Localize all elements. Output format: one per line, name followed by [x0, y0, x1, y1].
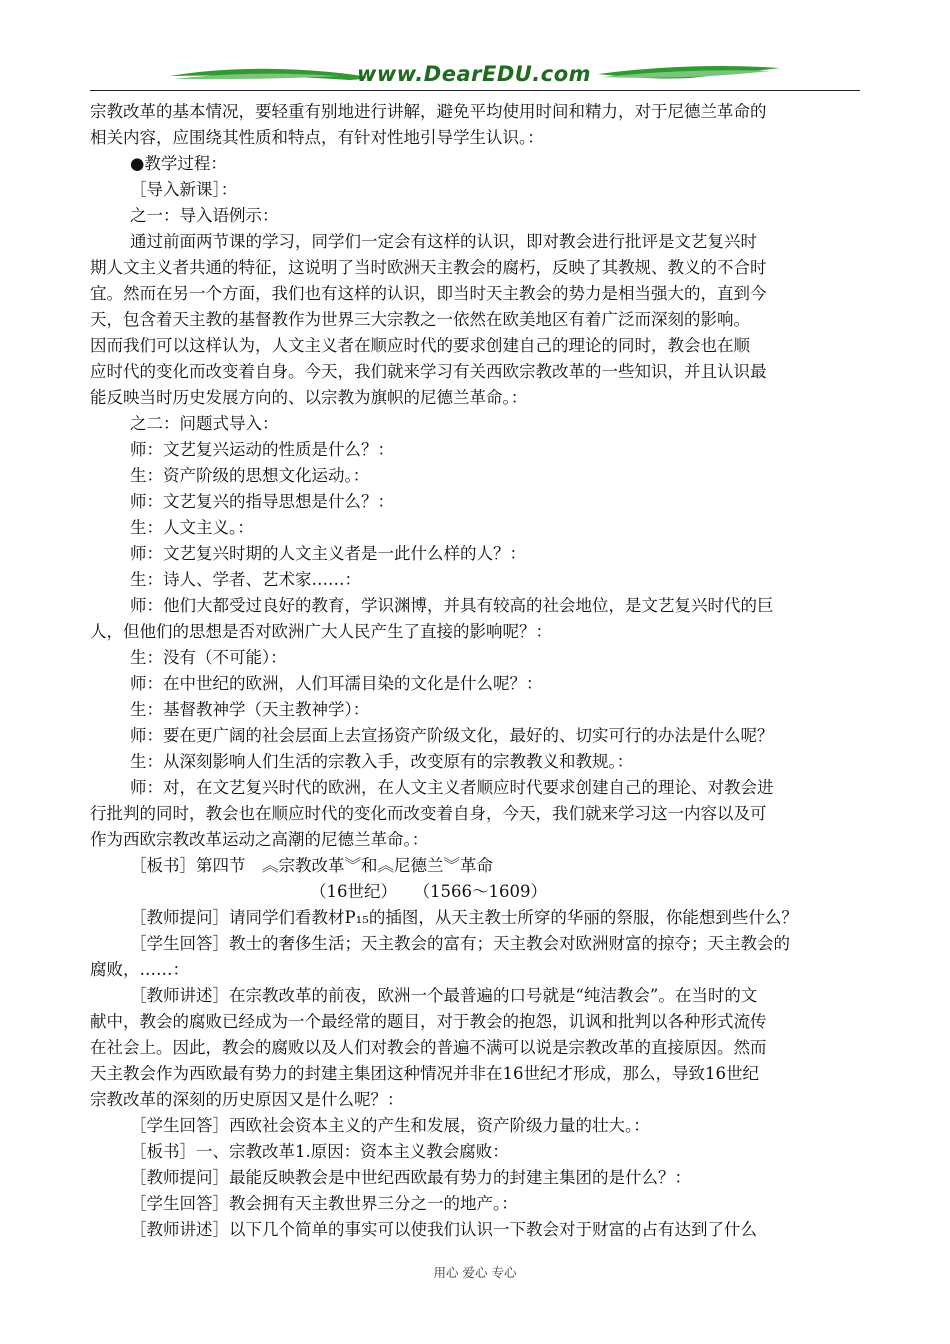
- text-line: ［板书］第四节 ︽宗教改革︾和︽尼德兰︾革命: [130, 856, 493, 875]
- text-line: ［学生回答］西欧社会资本主义的产生和发展，资产阶级力量的壮大。：: [130, 1116, 650, 1135]
- text-line: 人，但他们的思想是否对欧洲广大人民产生了直接的影响呢？：: [90, 622, 552, 641]
- text-line: 师：他们大都受过良好的教育，学识渊博，并具有较高的社会地位，是文艺复兴时代的巨: [130, 596, 774, 615]
- text-line: ［教师讲述］在宗教改革的前夜，欧洲一个最普遍的口号就是“纯洁教会”。在当时的文: [130, 986, 758, 1005]
- text-line: 通过前面两节课的学习，同学们一定会有这样的认识，即对教会进行批评是文艺复兴时: [130, 232, 757, 251]
- text-line: 天，包含着天主教的基督教作为世界三大宗教之一依然在欧美地区有着广泛而深刻的影响。: [90, 310, 750, 329]
- text-line: 作为西欧宗教改革运动之高潮的尼德兰革命。：: [90, 830, 429, 849]
- text-line: 宗教改革的深刻的历史原因又是什么呢？：: [90, 1090, 404, 1109]
- text-line: ［教师提问］请同学们看教材P₁₅的插图，从天主教士所穿的华丽的祭服，你能想到些什么？: [130, 908, 798, 927]
- text-line: 师：文艺复兴的指导思想是什么？：: [130, 492, 394, 511]
- text-line: 生：人文主义。：: [130, 518, 254, 537]
- text-line: 师：对，在文艺复兴时代的欧洲，在人文主义者顺应时代要求创建自己的理论、对教会进: [130, 778, 774, 797]
- text-line: 师：要在更广阔的社会层面上去宣扬资产阶级文化，最好的、切实可行的办法是什么呢？: [130, 726, 774, 745]
- text-line: ●教学过程：: [130, 154, 227, 173]
- text-line: ［教师讲述］以下几个简单的事实可以使我们认识一下教会对于财富的占有达到了什么: [130, 1220, 757, 1239]
- text-line: 生：基督教神学（天主教神学）：: [130, 700, 370, 719]
- text-line: 师：文艺复兴运动的性质是什么？：: [130, 440, 394, 459]
- text-line: 腐败，……：: [90, 960, 189, 979]
- text-line: 生：从深刻影响人们生活的宗教入手，改变原有的宗教教义和教规。：: [130, 752, 634, 771]
- text-line: ［教师提问］最能反映教会是中世纪西欧最有势力的封建主集团的是什么？：: [130, 1168, 691, 1187]
- site-logo-text[interactable]: www.DearEDU.com: [356, 62, 592, 86]
- text-line: 之二：问题式导入：: [130, 414, 279, 433]
- text-line: 生：诗人、学者、艺术家……：: [130, 570, 361, 589]
- text-line: 应时代的变化而改变着自身。今天，我们就来学习有关西欧宗教改革的一些知识，并且认识最: [90, 362, 767, 381]
- text-line: ［学生回答］教士的奢侈生活；天主教会的富有；天主教会对欧洲财富的掠夺；天主教会的: [130, 934, 790, 953]
- text-line: 宜。然而在另一个方面，我们也有这样的认识，即当时天主教会的势力是相当强大的，直到今: [90, 284, 767, 303]
- page-footer: 用心 爱心 专心: [433, 1265, 517, 1280]
- text-line: 天主教会作为西欧最有势力的封建主集团这种情况并非在16世纪才形成，那么，导致16世纪: [90, 1064, 759, 1083]
- text-line: 期人文主义者共通的特征，这说明了当时欧洲天主教会的腐朽，反映了其教规、教义的不合时: [90, 258, 767, 277]
- text-line: 师：在中世纪的欧洲，人们耳濡目染的文化是什么呢？：: [130, 674, 543, 693]
- site-header: [90, 58, 858, 92]
- text-line: 能反映当时历史发展方向的、以宗教为旗帜的尼德兰革命。：: [90, 388, 528, 407]
- text-line: 行批判的同时，教会也在顺应时代的变化而改变着自身，今天，我们就来学习这一内容以及可: [90, 804, 767, 823]
- text-line: 在社会上。因此，教会的腐败以及人们对教会的普遍不满可以说是宗教改革的直接原因。然而: [90, 1038, 767, 1057]
- text-line: （16世纪） （1566～1609）: [310, 882, 547, 901]
- text-line: 献中，教会的腐败已经成为一个最经常的题目，对于教会的抱怨，讥讽和批判以各种形式流传: [90, 1012, 767, 1031]
- text-line: ［学生回答］教会拥有天主教世界三分之一的地产。：: [130, 1194, 518, 1213]
- header-rule: [90, 90, 860, 91]
- text-line: 宗教改革的基本情况，要轻重有别地进行讲解，避免平均使用时间和精力，对于尼德兰革命的: [90, 102, 767, 121]
- text-line: 生：资产阶级的思想文化运动。：: [130, 466, 370, 485]
- text-line: 相关内容，应围绕其性质和特点，有针对性地引导学生认识。：: [90, 128, 544, 147]
- text-line: 因而我们可以这样认为，人文主义者在顺应时代的要求创建自己的理论的同时，教会也在顺: [90, 336, 750, 355]
- document-body: [90, 99, 860, 1243]
- text-line: ［板书］一、宗教改革1.原因：资本主义教会腐败：: [130, 1142, 509, 1161]
- text-line: 师：文艺复兴时期的人文主义者是一此什么样的人？：: [130, 544, 526, 563]
- text-line: ［导入新课］：: [130, 180, 238, 199]
- text-line: 之一：导入语例示：: [130, 206, 279, 225]
- text-line: 生：没有（不可能）：: [130, 648, 287, 667]
